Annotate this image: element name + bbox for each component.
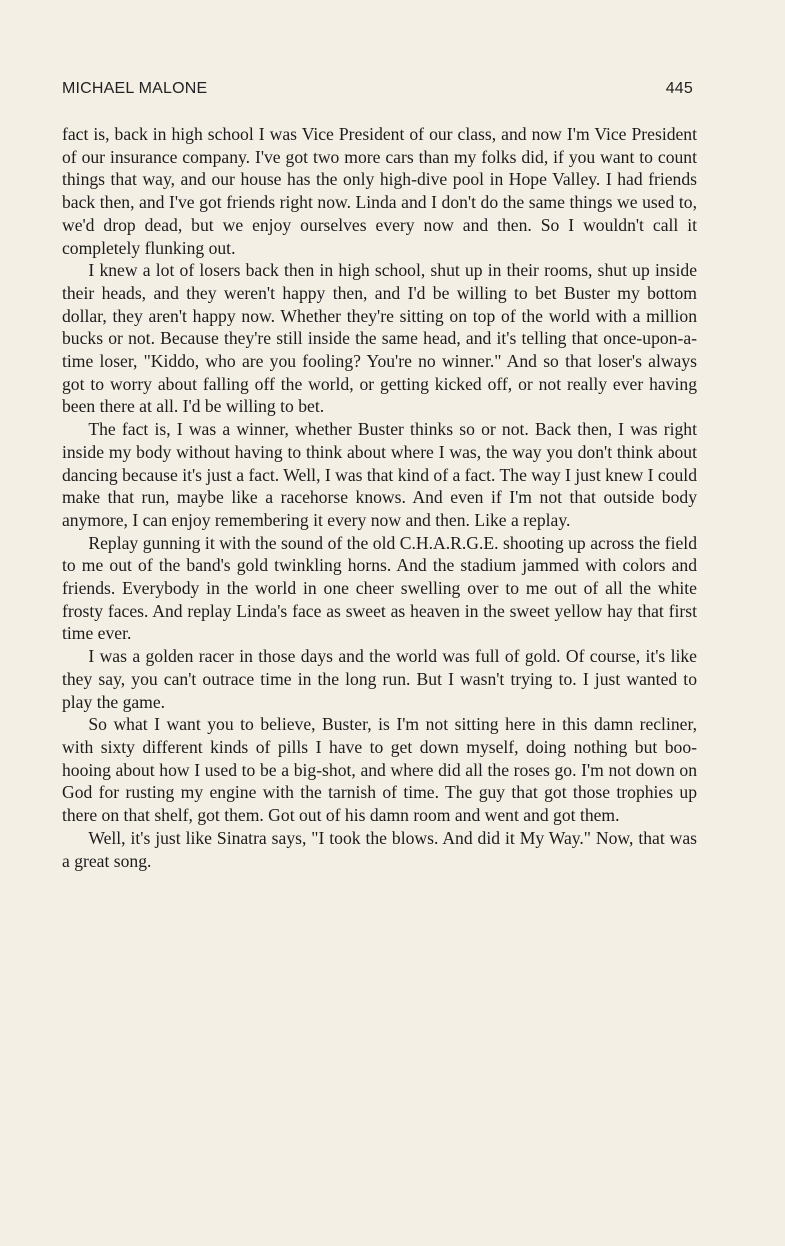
paragraph: So what I want you to believe, Buster, is I'm not sitting here in this damn recliner, with sixty different kinds of pills I have to get down myself, doing nothing but boo-hooing about how I used to be a big-shot, and where did all the roses go. I'm not down on God for rusting my engine with the tarnish of time. The guy that got those trophies up there on that shelf, got them. Got out of his damn room and went and got them. — [62, 714, 697, 826]
paragraph: I was a golden racer in those days and the world was full of gold. Of course, it's like they say, you can't outrace time in the long run. But I wasn't trying to. I just wanted to play the game. — [62, 646, 697, 712]
page-number: 445 — [665, 80, 693, 97]
paragraph: I knew a lot of losers back then in high school, shut up in their rooms, shut up inside their heads, and they weren't happy then, and I'd be willing to bet Buster my bottom dollar, they aren't happy now. Whether they're sitting on top of the world with a million bucks or not. Because they're still inside the same head, and it's telling that once-upon-a-time loser, "Kiddo, who are you fooling? You're no winner." And so that loser's always got to worry about falling off the world, or getting kicked off, or not really ever having been there at all. I'd be willing to bet. — [62, 260, 697, 417]
body-text — [62, 123, 697, 872]
running-head — [62, 80, 693, 102]
paragraph: The fact is, I was a winner, whether Buster thinks so or not. Back then, I was right inside my body without having to think about where I was, the way you don't think about dancing because it's just a fact. Well, I was that kind of a fact. The way I just knew I could make that run, maybe like a racehorse knows. And even if I'm not that outside body anymore, I can enjoy remembering it every now and then. Like a replay. — [62, 419, 697, 530]
author-name: MICHAEL MALONE — [62, 80, 208, 97]
paragraph: Well, it's just like Sinatra says, "I took the blows. And did it My Way." Now, that was a great song. — [62, 827, 697, 871]
paragraph: fact is, back in high school I was Vice President of our class, and now I'm Vice President of our insurance company. I've got two more cars than my folks did, if you want to count things that way, and our house has the only high-dive pool in Hope Valley. I had friends back then, and I've got friends right now. Linda and I don't do the same things we used to, we'd drop dead, but we enjoy ourselves every now and then. So I wouldn't call it completely flunking out. — [62, 124, 697, 258]
paragraph: Replay gunning it with the sound of the old C.H.A.R.G.E. shooting up across the field to me out of the band's gold twinkling horns. And the stadium jammed with colors and friends. Everybody in the world in one cheer swelling over to me out of all the white frosty faces. And replay Linda's face as sweet as heaven in the sweet yellow hay that first time ever. — [62, 532, 697, 644]
